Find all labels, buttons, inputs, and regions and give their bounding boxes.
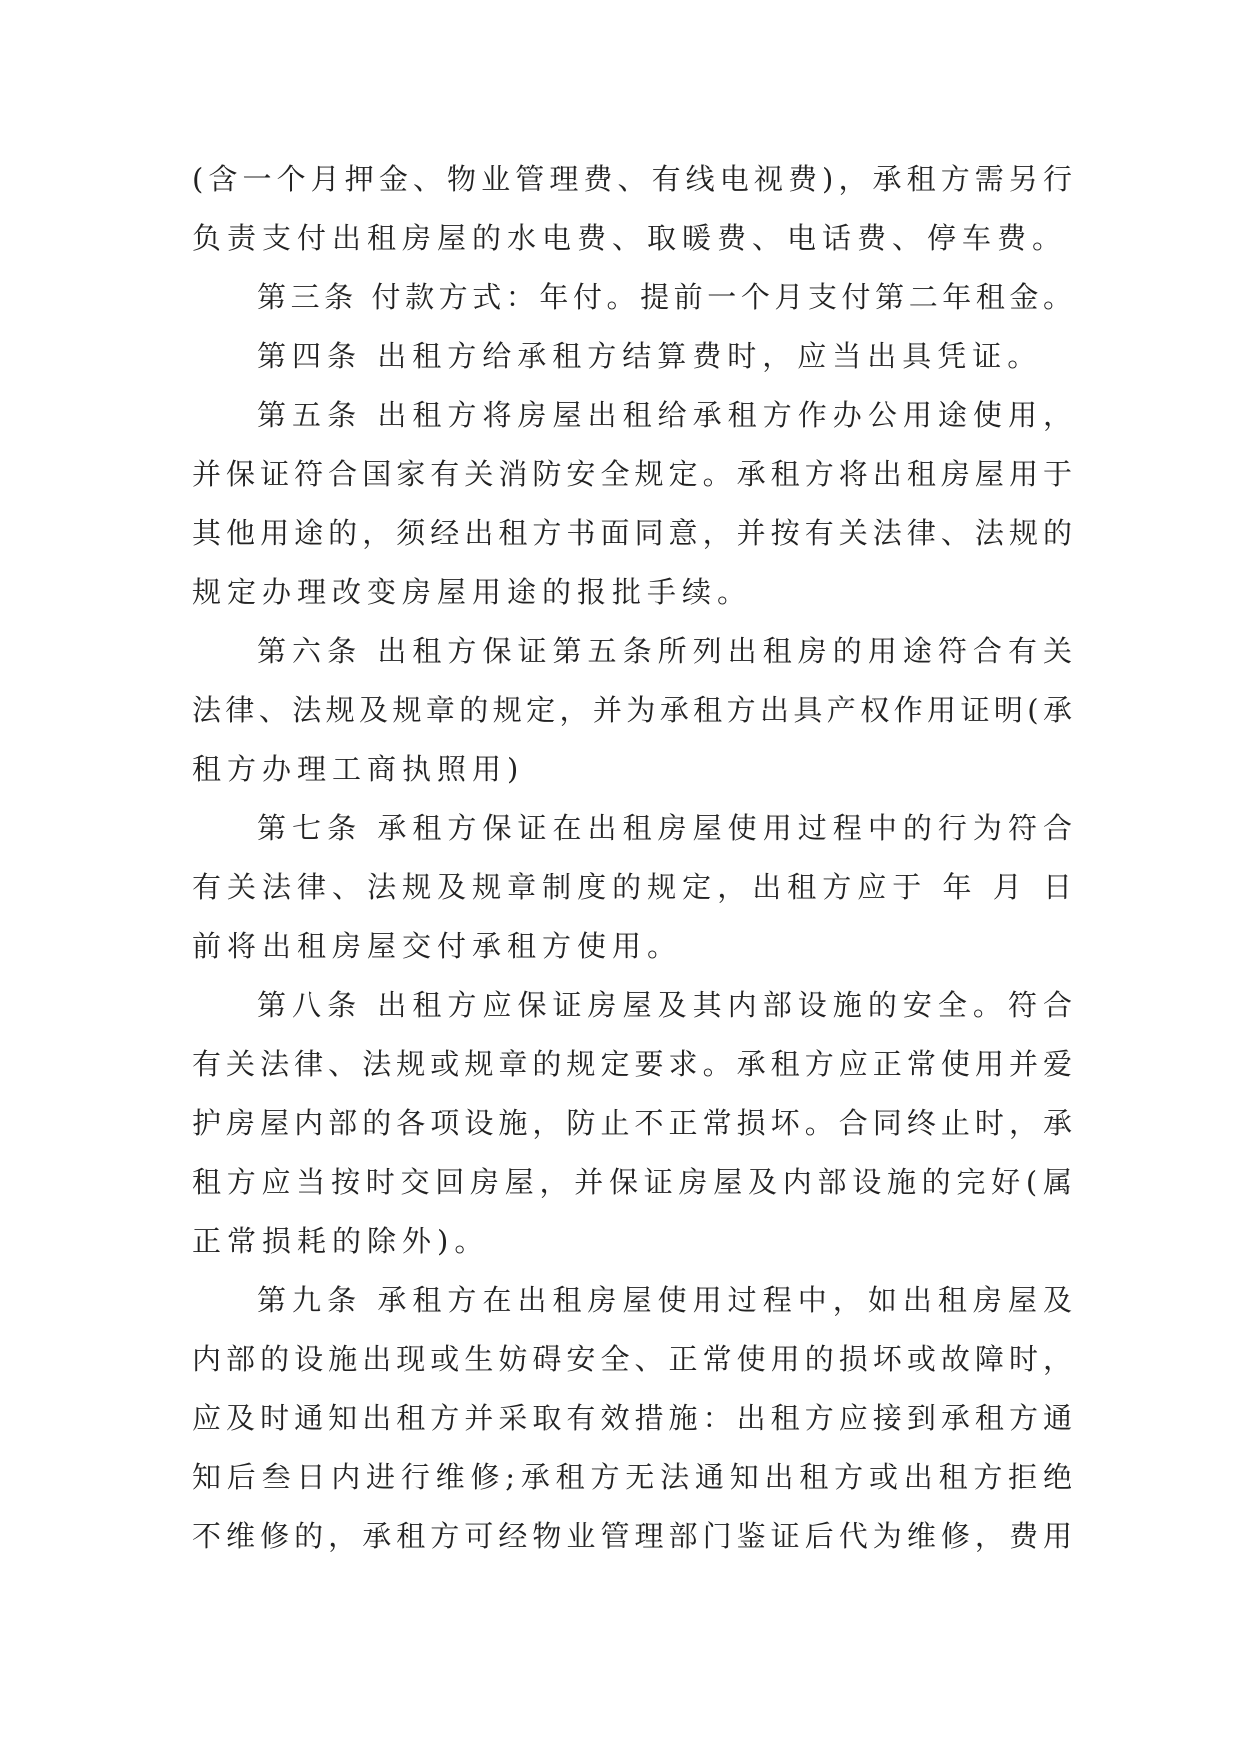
text-line: 内部的设施出现或生妨碍安全、正常使用的损坏或故障时， — [192, 1342, 1072, 1376]
text-line: 第七条 承租方保证在出租房屋使用过程中的行为符合 — [257, 811, 1072, 845]
text-line: 租方办理工商执照用) — [192, 752, 525, 786]
text-line: 有关法律、法规或规章的规定要求。承租方应正常使用并爱 — [192, 1047, 1072, 1081]
text-line: 第九条 承租方在出租房屋使用过程中，如出租房屋及 — [257, 1283, 1072, 1317]
text-line: 正常损耗的除外)。 — [192, 1224, 490, 1258]
text-line: 第三条 付款方式：年付。提前一个月支付第二年租金。 — [257, 280, 1072, 314]
text-line: 租方应当按时交回房屋，并保证房屋及内部设施的完好(属 — [192, 1165, 1072, 1199]
text-line: 并保证符合国家有关消防安全规定。承租方将出租房屋用于 — [192, 457, 1072, 491]
text-line: 规定办理改变房屋用途的报批手续。 — [192, 575, 753, 609]
text-line: 其他用途的，须经出租方书面同意，并按有关法律、法规的 — [192, 516, 1072, 550]
text-line: 应及时通知出租方并采取有效措施：出租方应接到承租方通 — [192, 1401, 1072, 1435]
text-line: 护房屋内部的各项设施，防止不正常损坏。合同终止时，承 — [192, 1106, 1072, 1140]
text-line: 第五条 出租方将房屋出租给承租方作办公用途使用， — [257, 398, 1072, 432]
text-line: 知后叁日内进行维修;承租方无法通知出租方或出租方拒绝 — [192, 1460, 1072, 1494]
text-line: 前将出租房屋交付承租方使用。 — [192, 929, 683, 963]
text-line: 不维修的，承租方可经物业管理部门鉴证后代为维修，费用 — [192, 1519, 1072, 1553]
text-line: 第八条 出租方应保证房屋及其内部设施的安全。符合 — [257, 988, 1072, 1022]
text-line: 第六条 出租方保证第五条所列出租房的用途符合有关 — [257, 634, 1072, 668]
text-line: 负责支付出租房屋的水电费、取暖费、电话费、停车费。 — [192, 221, 1068, 255]
text-line: 有关法律、法规及规章制度的规定，出租方应于 年 月 日 — [192, 870, 1072, 904]
text-line: 法律、法规及规章的规定，并为承租方出具产权作用证明(承 — [192, 693, 1072, 727]
text-line: (含一个月押金、物业管理费、有线电视费)，承租方需另行 — [192, 162, 1072, 196]
contract-body-text — [192, 150, 1072, 1566]
text-line: 第四条 出租方给承租方结算费时，应当出具凭证。 — [257, 339, 1043, 373]
